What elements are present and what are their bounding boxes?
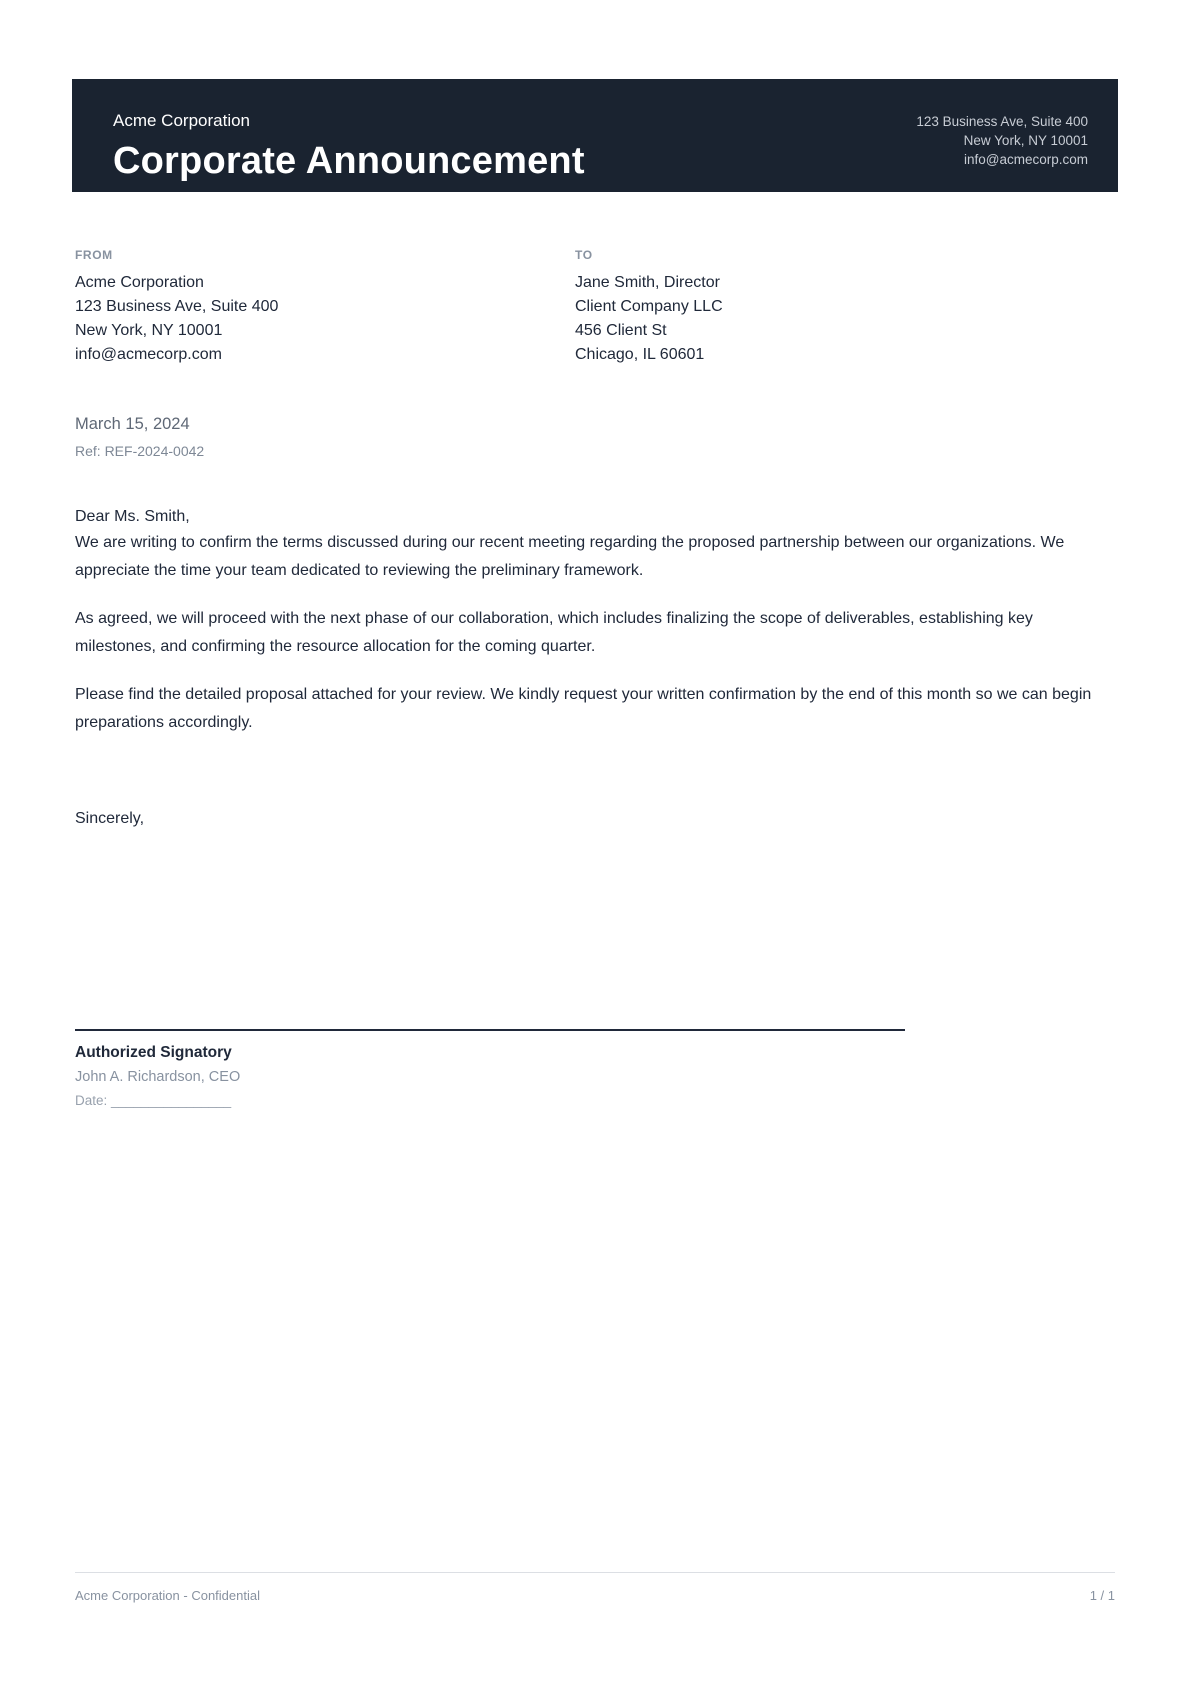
signatory-title: Authorized Signatory bbox=[75, 1044, 232, 1061]
from-label: FROM bbox=[75, 248, 113, 262]
footer-page-number: 1 / 1 bbox=[1089, 1588, 1115, 1603]
body-paragraph: As agreed, we will proceed with the next phase of our collaboration, which includes finalizing the scope of deliverables, establishing key milestones, and confirming the resource allocation for the coming quarter. bbox=[75, 610, 1033, 655]
from-line: Acme Corporation bbox=[75, 274, 204, 291]
from-line: info@acmecorp.com bbox=[75, 346, 222, 363]
company-name: Acme Corporation bbox=[113, 111, 251, 130]
document-footer bbox=[75, 1572, 1115, 1603]
to-line: Chicago, IL 60601 bbox=[575, 346, 705, 363]
signatory-name: John A. Richardson, CEO bbox=[75, 1069, 241, 1085]
body-paragraph: Please find the detailed proposal attached for your review. We kindly request your written confirmation by the end of this month so we can begin preparations accordingly. bbox=[75, 686, 1092, 731]
signature-date-line: Date: ________________ bbox=[75, 1093, 232, 1108]
letterhead-address bbox=[916, 109, 1088, 192]
meta-section bbox=[75, 413, 1115, 461]
letterhead-address-line: New York, NY 10001 bbox=[963, 133, 1088, 148]
body-paragraph: We are writing to confirm the terms discussed during our recent meeting regarding the proposed partnership between our organizations. We appreciate the time your team dedicated to reviewing the preliminary framework. bbox=[75, 534, 1065, 579]
to-line: Client Company LLC bbox=[575, 298, 723, 315]
from-line: 123 Business Ave, Suite 400 bbox=[75, 298, 279, 315]
letterhead-address-line: 123 Business Ave, Suite 400 bbox=[916, 114, 1088, 129]
signature-line bbox=[75, 1029, 905, 1031]
letterhead-address-line: info@acmecorp.com bbox=[964, 152, 1088, 167]
from-line: New York, NY 10001 bbox=[75, 322, 223, 339]
to-line: Jane Smith, Director bbox=[575, 274, 720, 291]
salutation: Dear Ms. Smith, bbox=[75, 508, 190, 525]
footer-confidential-text: Acme Corporation - Confidential bbox=[75, 1588, 260, 1603]
letterhead bbox=[72, 79, 1118, 192]
from-address bbox=[75, 271, 575, 367]
to-address bbox=[575, 271, 1075, 367]
document-title: Corporate Announcement bbox=[113, 140, 585, 182]
from-block bbox=[75, 248, 575, 367]
reference-number: Ref: REF-2024-0042 bbox=[75, 443, 205, 459]
letterhead-identity bbox=[113, 109, 585, 192]
parties-section bbox=[75, 192, 1115, 367]
to-line: 456 Client St bbox=[575, 322, 667, 339]
closing: Sincerely, bbox=[75, 810, 145, 827]
to-block bbox=[575, 248, 1075, 367]
signature-block bbox=[75, 1029, 1115, 1110]
letter-date: March 15, 2024 bbox=[75, 415, 190, 433]
to-label: TO bbox=[575, 248, 593, 262]
